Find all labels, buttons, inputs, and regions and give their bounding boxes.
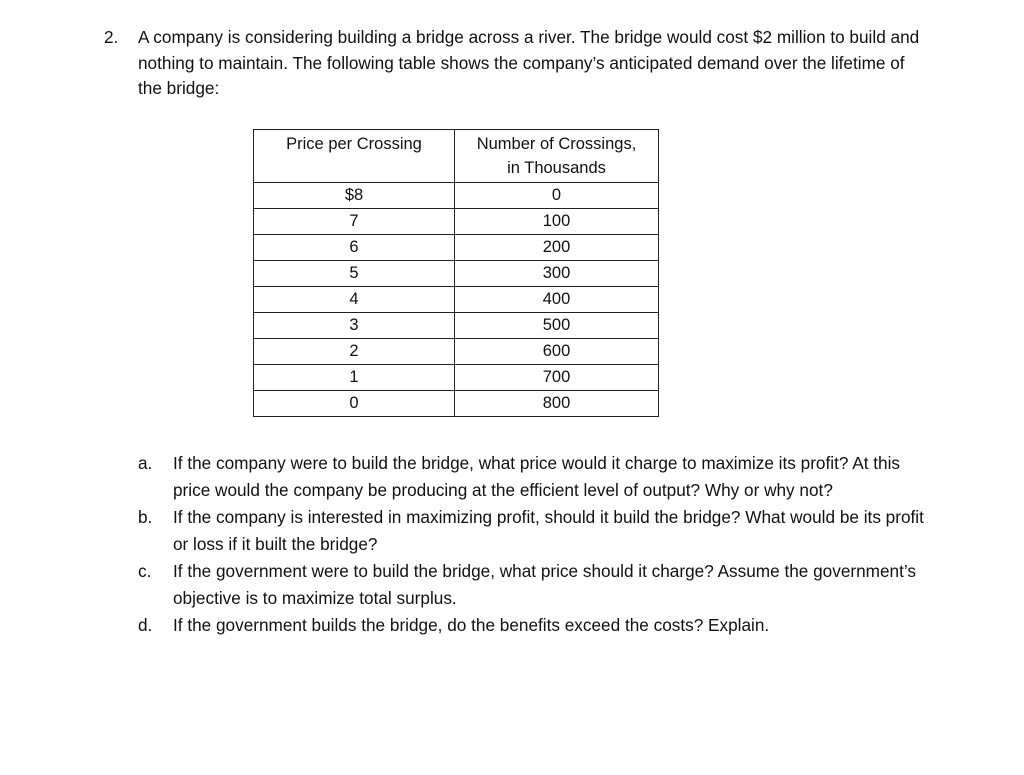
sub-question-text: If the government builds the bridge, do the benefits exceed the costs? Explain. xyxy=(173,615,770,635)
price-cell: $8 xyxy=(254,183,455,209)
crossings-cell: 500 xyxy=(455,313,659,339)
sub-questions-list xyxy=(138,450,938,639)
price-cell: 1 xyxy=(254,365,455,391)
table-row xyxy=(254,235,659,261)
sub-question-c xyxy=(138,558,938,612)
crossings-cell: 100 xyxy=(455,209,659,235)
price-cell: 0 xyxy=(254,391,455,417)
table-row xyxy=(254,391,659,417)
question-number: 2. xyxy=(104,27,119,47)
header-crossings-line2: in Thousands xyxy=(507,159,606,177)
question-intro: A company is considering building a bridge across a river. The bridge would cost $2 million to build and nothing to maintain. The following table shows the company’s anticipated demand over the lifetime of the bridge: xyxy=(138,27,920,98)
price-cell: 5 xyxy=(254,261,455,287)
crossings-cell: 600 xyxy=(455,339,659,365)
header-price-label: Price per Crossing xyxy=(286,135,422,153)
table-row xyxy=(254,209,659,235)
price-cell: 3 xyxy=(254,313,455,339)
table-row xyxy=(254,183,659,209)
sub-question-letter: c. xyxy=(138,561,152,581)
price-cell: 2 xyxy=(254,339,455,365)
crossings-cell: 400 xyxy=(455,287,659,313)
demand-table xyxy=(253,129,659,417)
header-price xyxy=(254,130,455,183)
crossings-cell: 700 xyxy=(455,365,659,391)
price-cell: 7 xyxy=(254,209,455,235)
crossings-cell: 200 xyxy=(455,235,659,261)
sub-question-letter: a. xyxy=(138,453,153,473)
table-row xyxy=(254,313,659,339)
table-row xyxy=(254,287,659,313)
table-header-row xyxy=(254,130,659,183)
table-row xyxy=(254,339,659,365)
header-crossings-line1: Number of Crossings, xyxy=(476,135,637,153)
table-row xyxy=(254,261,659,287)
crossings-cell: 800 xyxy=(455,391,659,417)
sub-question-d xyxy=(138,612,938,639)
crossings-cell: 0 xyxy=(455,183,659,209)
sub-question-a xyxy=(138,450,938,504)
table-row xyxy=(254,365,659,391)
sub-question-text: If the company were to build the bridge, what price would it charge to maximize its profit? At this price would the company be producing at the efficient level of output? Why or why not? xyxy=(173,453,901,500)
price-cell: 6 xyxy=(254,235,455,261)
price-cell: 4 xyxy=(254,287,455,313)
sub-question-text: If the government were to build the bridge, what price should it charge? Assume the government’s objective is to maximize total surplus. xyxy=(173,561,916,608)
sub-question-b xyxy=(138,504,938,558)
crossings-cell: 300 xyxy=(455,261,659,287)
header-crossings xyxy=(455,130,659,183)
sub-question-text: If the company is interested in maximizing profit, should it build the bridge? What would be its profit or loss if it built the bridge? xyxy=(173,507,924,554)
sub-question-letter: b. xyxy=(138,507,153,527)
sub-question-letter: d. xyxy=(138,615,153,635)
